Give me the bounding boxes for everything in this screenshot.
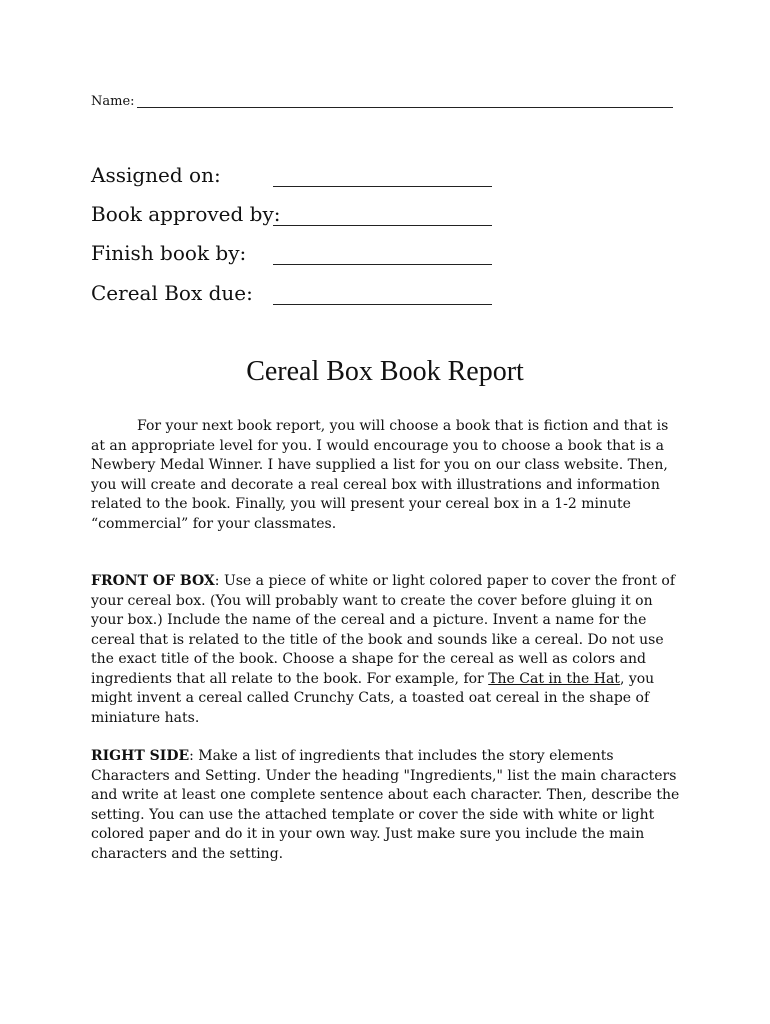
assigned-on-label: Assigned on: — [91, 163, 221, 187]
page-title: Cereal Box Book Report — [246, 356, 524, 387]
right-side-heading: RIGHT SIDE — [91, 748, 190, 764]
book-approved-blank-line — [273, 225, 492, 226]
front-of-box-heading: FRONT OF BOX — [91, 573, 215, 589]
finish-book-blank-line — [273, 264, 492, 265]
intro-paragraph: For your next book report, you will choose a book that is fiction and that is at an appropriate level for you. I would encourage you to choose a book that is a Newbery Medal Winner. I have supplied a list for you on our class website. Then, you will create and decorate a real cereal box with illustrations and information related to the book. Finally, you will present your cereal box in a 1-2 minute “commercial” for your classmates. — [91, 418, 669, 532]
right-side-text: : Make a list of ingredients that includes the story elements Characters and Setting. Under the heading "Ingredients," list the main characters and write at least one complete sentence about each character. Then, describe the setting. You can use the attached template or cover the side with white or light colored paper and do it in your own way. Just make sure you include the main characters and the setting. — [91, 748, 680, 862]
name-field — [91, 92, 673, 112]
assigned-on-blank-line — [273, 186, 492, 187]
book-approved-label: Book approved by: — [91, 202, 281, 226]
right-side-paragraph — [91, 747, 681, 864]
name-blank-line — [137, 107, 673, 108]
front-of-box-text-1: : Use a piece of white or light colored paper to cover the front of your cereal box. (You will probably want to create the cover before gluing it on your box.) Include the name of the cereal and a picture. Invent a name for the cereal that is related to the title of the book and sounds like a cereal. Do not use the exact title of the book. Choose a shape for the cereal as well as colors and ingredients that all relate to the book. For example, for — [91, 573, 676, 687]
cereal-box-due-label: Cereal Box due: — [91, 281, 253, 305]
example-book-title: The Cat in the Hat — [488, 670, 620, 687]
front-of-box-text-2: , you might invent a cereal called Crunchy Cats, a toasted oat cereal in the shape of miniature hats. — [91, 670, 655, 726]
book-approved-field — [91, 202, 493, 232]
finish-book-label: Finish book by: — [91, 241, 247, 265]
finish-book-field — [91, 241, 493, 271]
name-label: Name: — [91, 94, 135, 109]
cereal-box-due-field — [91, 281, 493, 311]
cereal-box-due-blank-line — [273, 304, 492, 305]
assigned-on-field — [91, 163, 493, 193]
front-of-box-paragraph — [91, 572, 681, 728]
